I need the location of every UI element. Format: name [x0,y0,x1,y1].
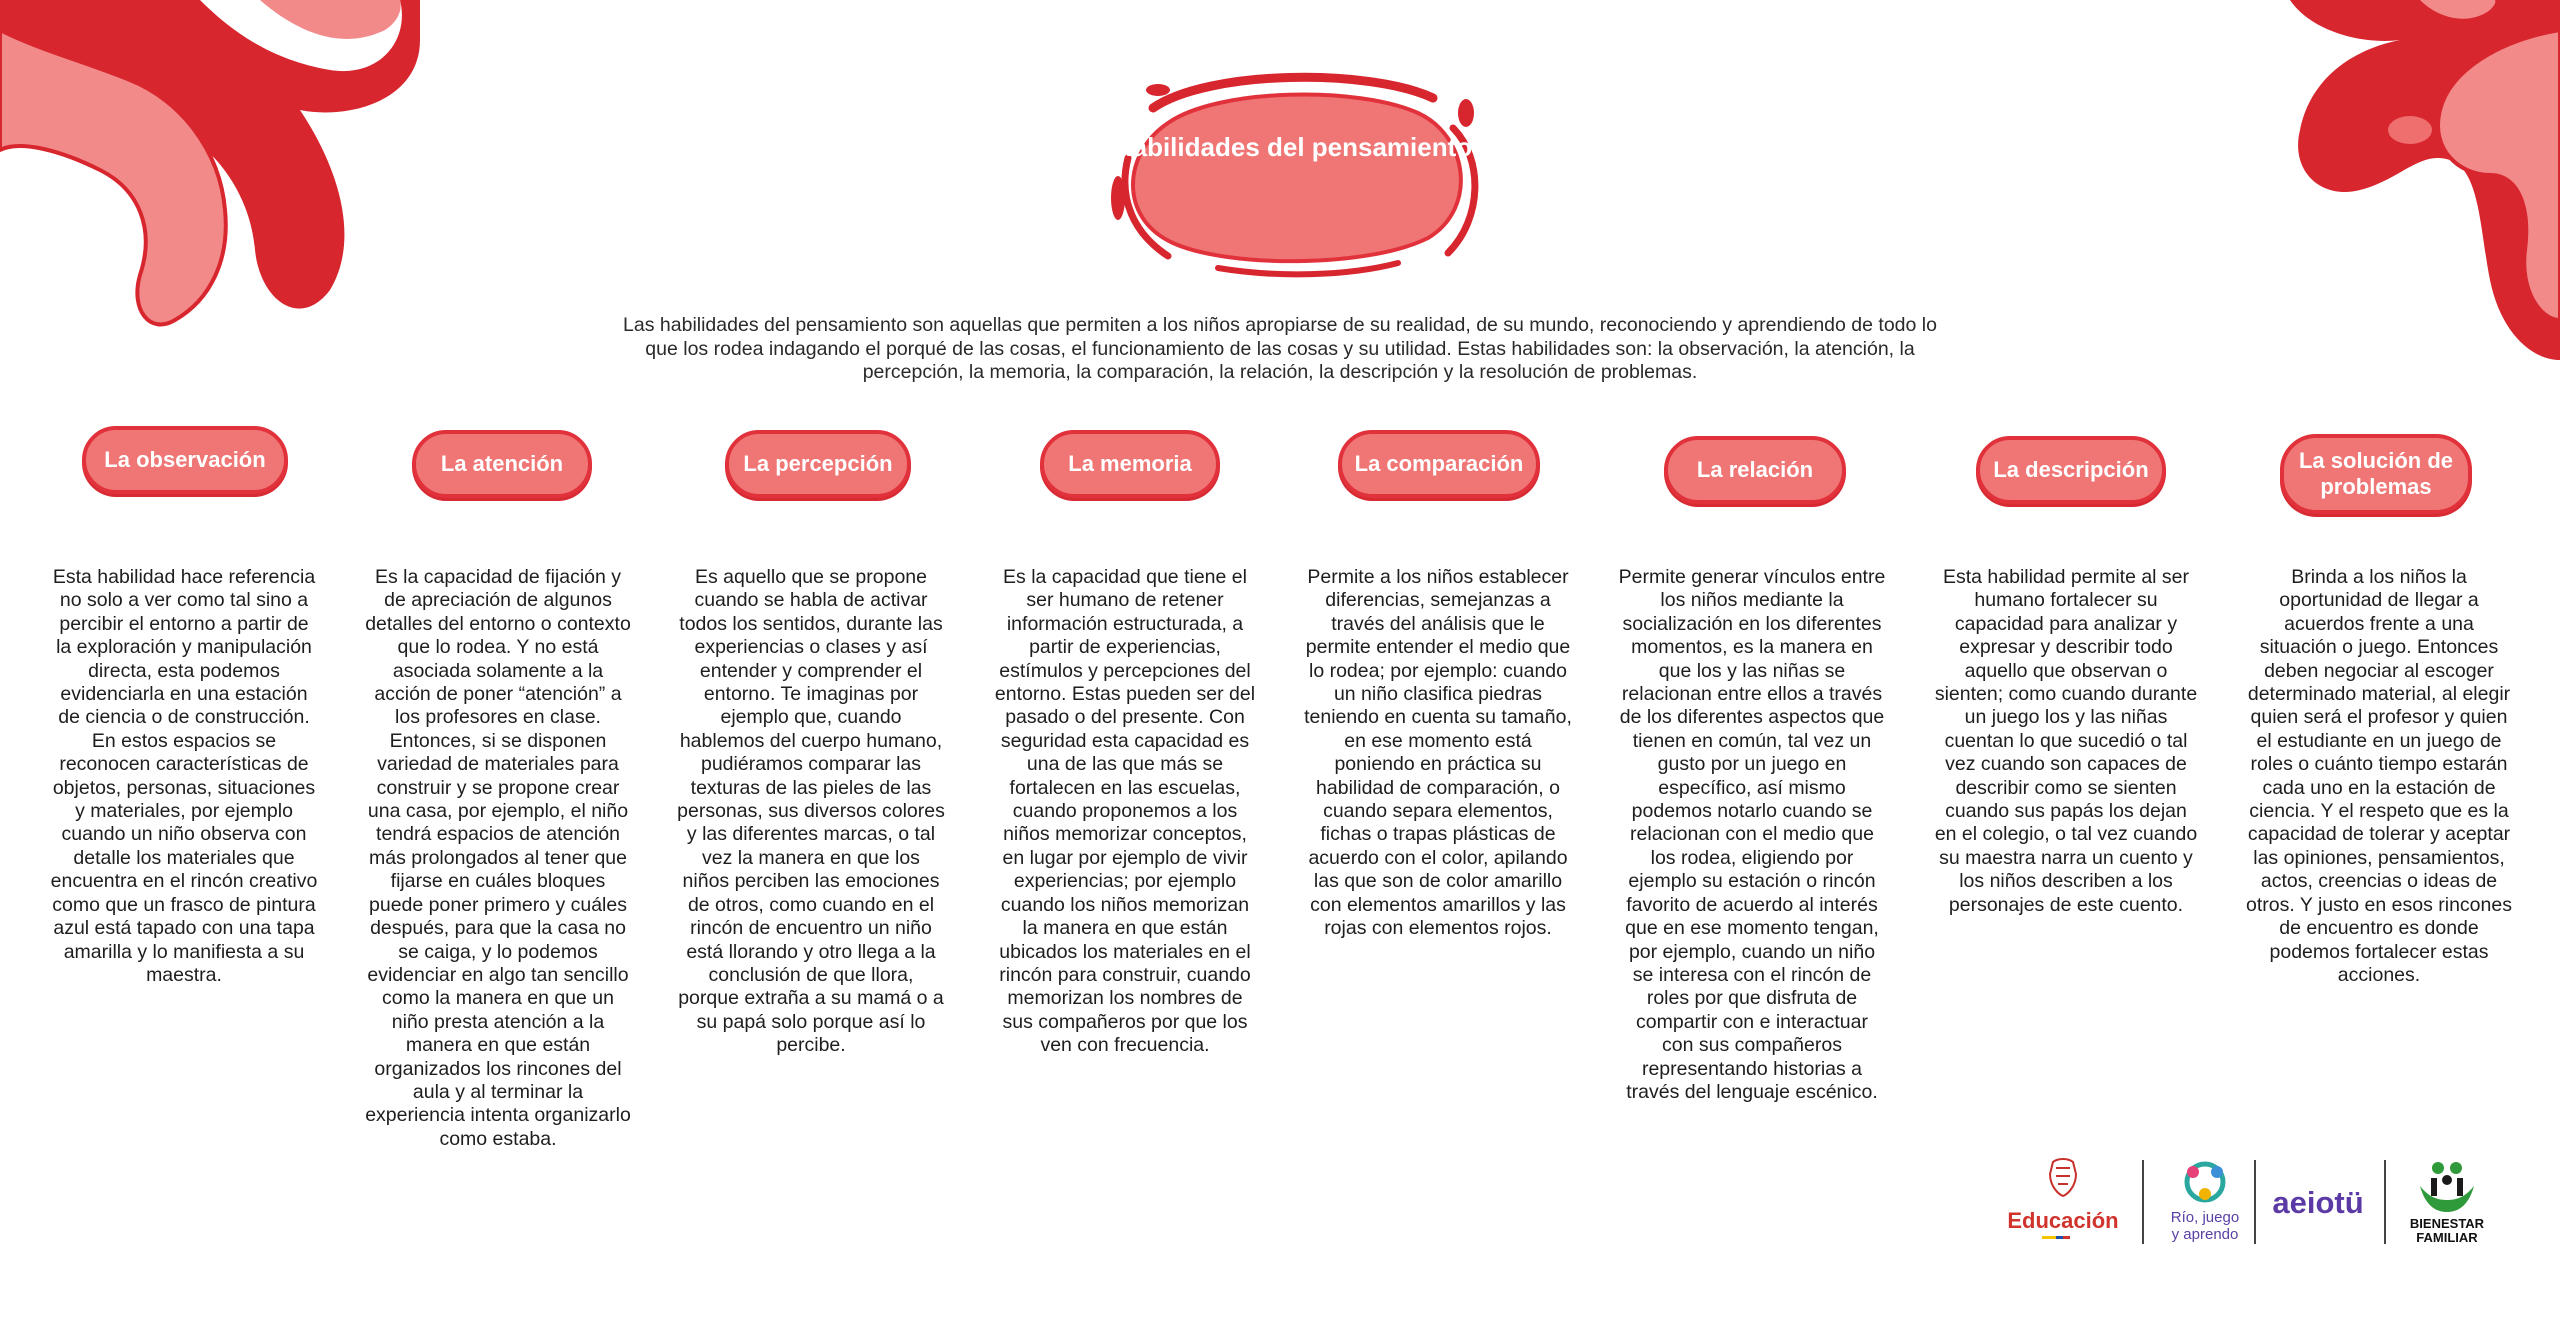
text-observacion: Esta habilidad hace referencia no solo a ver como tal sino a percibir el entorno a partir de la exploración y manipulación directa, esta podemos evidenciarla en una estación de ciencia o de construcción. En estos espacios se reconocen características de objetos, personas, situaciones y materiales, por ejemplo cuando un niño observa con detalle los materiales que encuentra en el rincón creativo como que un frasco de pintura azul está tapado con una tapa amarilla y lo manifiesta a su maestra. [50,566,318,986]
text-percepcion: Es aquello que se propone cuando se habla de activar todos los sentidos, durante las experiencias o clases y así entender y comprender el entorno. Te imaginas por ejemplo que, cuando hablemos del cuerpo humano, pudiéramos comparar las texturas de las pieles de las personas, sus diversos colores y las diferentes marcas, o tal vez la manera en que los niños perciben las emociones de otros, como cuando en el rincón de encuentro un niño está llorando y otro llega a la conclusión de que llora, porque extraña a su mamá o a su papá solo porque así lo percibe. [677,566,945,1057]
rio-juego-aprendo-logo [2150,1156,2260,1246]
text-comparacion: Permite a los niños establecer diferencias, semejanzas a través del análisis que le permite entender el medio que lo rodea; por ejemplo: cuando un niño clasifica piedras teniendo en cuenta su tamaño, en ese momento está poniendo en práctica su habilidad de comparación, o cuando separa elementos, fichas o trapas plásticas de acuerdo con el color, apilando las que son de color amarillo con elementos amarillos y las rojas con elementos rojos. [1304,566,1572,940]
heading-descripcion: La descripción [1976,436,2166,504]
heading-relacion: La relación [1664,436,1846,504]
intro-paragraph: Las habilidades del pensamiento son aquellas que permiten a los niños apropiarse de su realidad, de su mundo, reconociendo y aprendiendo de todo lo que los rodea indagando el porqué de las cosas, el funcionamiento de las cosas y su utilidad. Estas habilidades son: la observación, la atención, la percepción, la memoria, la comparación, la relación, la descripción y la resolución de problemas. [623,314,1937,383]
title-blob [1098,68,1488,280]
logos-footer [1998,1156,2518,1246]
page-title: Habilidades del pensamiento [1113,132,1473,162]
family-icon [2392,1156,2502,1246]
decorative-blob-top-right [2160,0,2560,380]
heading-memoria: La memoria [1040,430,1220,498]
rio-logo-line2: y aprendo [2171,1226,2239,1243]
text-solucion-problemas: Brinda a los niños la oportunidad de llegar a acuerdos frente a una situación o juego. Entonces deben negociar al escoger determinado material, al elegir quien será el profesor y quien el estudiante en un juego de roles o cuánto tiempo estarán cada uno en la estación de ciencia. Y el respeto que es la capacidad de tolerar y aceptar las opiniones, pensamientos, actos, creencias o ideas de otros. Y justo en esos rincones de encuentro es donde podemos fortalecer estas acciones. [2246,566,2512,986]
decorative-blob-top-left [0,0,420,360]
bienestar-familiar-logo [2392,1156,2502,1246]
coat-of-arms-icon [1998,1156,2128,1246]
title-blob-shape [1098,68,1488,280]
logo-separator [2142,1160,2144,1244]
heading-solucion-problemas: La solución de problemas [2280,434,2472,514]
aeiotu-logo-text: aeiotü [2272,1185,2364,1220]
text-relacion: Permite generar vínculos entre los niños mediante la socialización en los diferentes momentos, es la manera en que los y las niñas se relacionan entre ellos a través de los diferentes aspectos que tienen en común, tal vez un gusto por un juego en específico, así mismo podemos notarlo cuando se relacionan con el medio que los rodea, eligiendo por ejemplo su estación o rincón favorito de acuerdo al interés que en ese momento tengan, por ejemplo, cuando un niño se interesa con el rincón de roles por que disfruta de compartir con e interactuar con sus compañeros representando historias a través del lenguaje escénico. [1618,566,1886,1103]
aeiotu-icon [2260,1156,2378,1246]
educacion-logo-text: Educación [2007,1208,2119,1233]
logo-separator [2254,1160,2256,1244]
bienestar-logo-line2: FAMILIAR [2416,1230,2478,1245]
educacion-logo [1998,1156,2128,1246]
rio-juego-icon [2150,1156,2260,1246]
heading-percepcion: La percepción [725,430,911,498]
text-descripcion: Esta habilidad permite al ser humano fortalecer su capacidad para analizar y expresar y describir todo aquello que observan o sienten; como cuando durante un juego los y las niñas cuentan lo que sucedió o tal vez cuando son capaces de describir como se sienten cuando sus papás los dejan en el colegio, o tal vez cuando su maestra narra un cuento y los niños describen a los personajes de este cuento. [1934,566,2198,916]
logo-separator [2384,1160,2386,1244]
text-memoria: Es la capacidad que tiene el ser humano de retener información estructurada, a partir de experiencias, estímulos y percepciones del entorno. Estas pueden ser del pasado o del presente. Con seguridad esta capacidad es una de las que más se fortalecen en las escuelas, cuando proponemos a los niños memorizar conceptos, en lugar por ejemplo de vivir experiencias; por ejemplo cuando los niños memorizan la manera en que están ubicados los materiales en el rincón para construir, cuando memorizan los nombres de sus compañeros por que los ven con frecuencia. [994,566,1256,1057]
aeiotu-logo [2260,1156,2378,1246]
bienestar-logo-line1: BIENESTAR [2409,1216,2485,1231]
heading-comparacion: La comparación [1338,430,1540,498]
heading-observacion: La observación [82,426,288,494]
rio-logo-line1: Río, juego [2170,1209,2240,1226]
heading-atencion: La atención [412,430,592,498]
text-atencion: Es la capacidad de fijación y de apreciación de algunos detalles del entorno o contexto que lo rodea. Y no está asociada solamente a la acción de poner “atención” a los profesores en clase. Entonces, si se disponen variedad de materiales para construir y se propone crear una casa, por ejemplo, el niño tendrá espacios de atención más prolongados al tener que fijarse en cuáles bloques puede poner primero y cuáles después, para que la casa no se caiga, y lo podemos evidenciar en algo tan sencillo como la manera en que un niño presta atención a la manera en que están organizados los rincones del aula y al terminar la experiencia intenta organizarlo como estaba. [365,566,631,1150]
